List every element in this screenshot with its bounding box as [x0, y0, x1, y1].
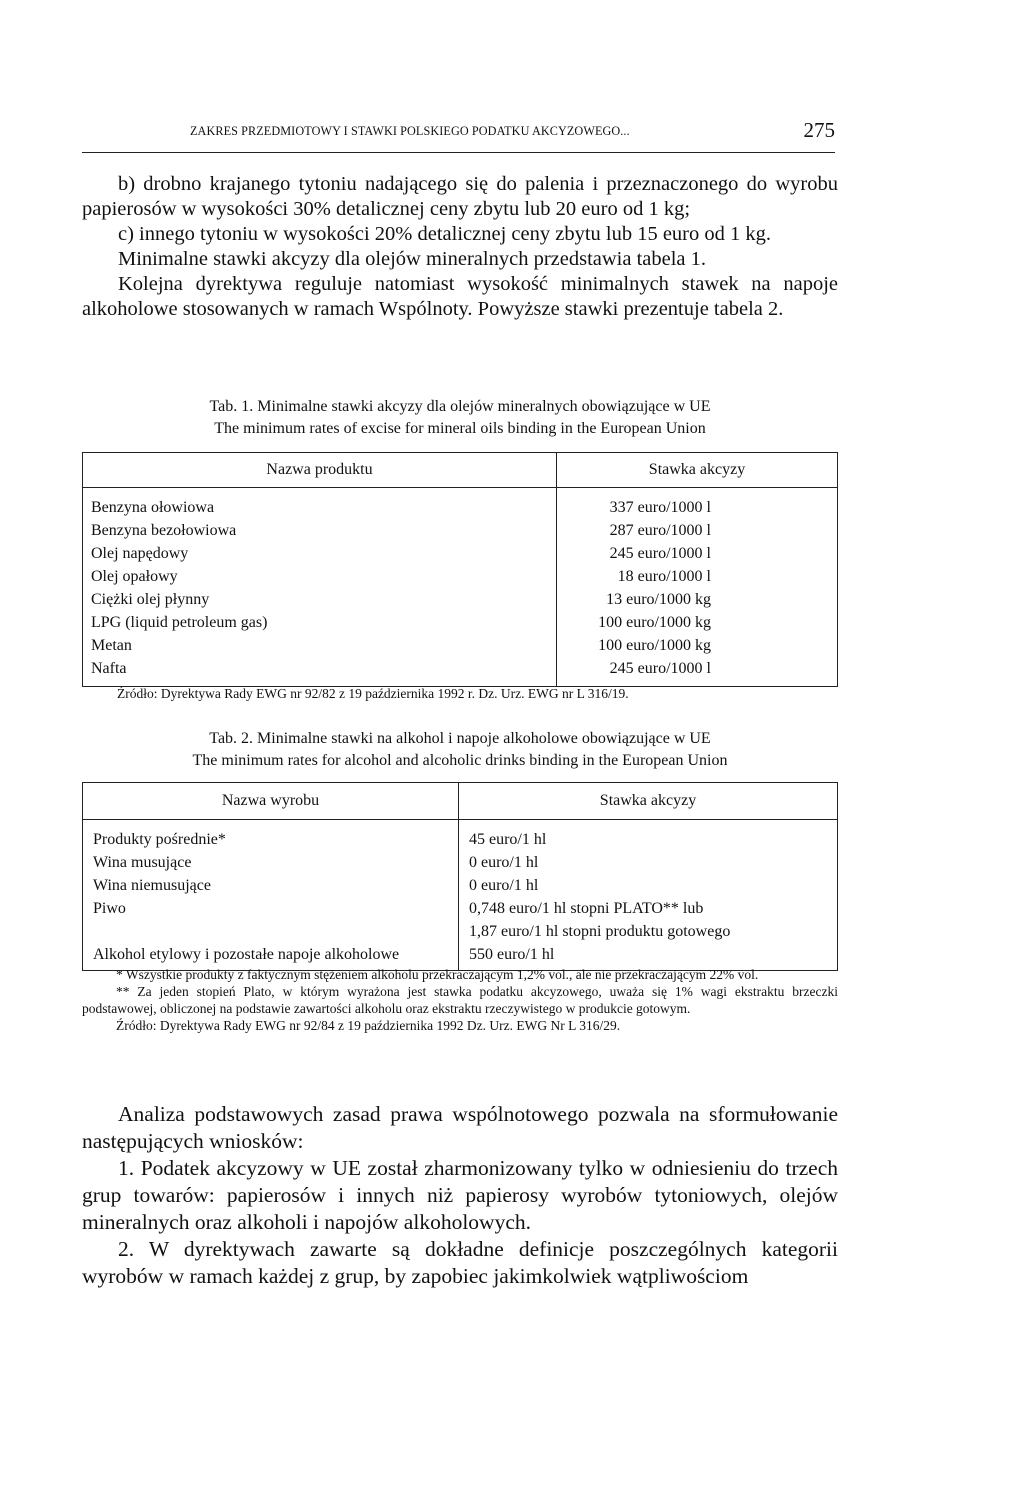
table1-cell-rate: 13 euro/1000 kg — [557, 588, 838, 611]
table1-cell-name: Metan — [91, 637, 132, 654]
table2-cell-rate: 0 euro/1 hl — [459, 874, 838, 897]
running-header — [82, 118, 835, 153]
table2-header-name: Nazwa wyrobu — [83, 783, 459, 820]
table-row — [83, 542, 838, 565]
table2-cell-name: Produkty pośrednie* — [93, 831, 226, 848]
table2-source: Źródło: Dyrektywa Rady EWG nr 92/84 z 19 października 1992 Dz. Urz. EWG Nr L 316/29. — [116, 1018, 621, 1033]
table2-cell-rate: 1,87 euro/1 hl stopni produktu gotowego — [459, 920, 838, 943]
table1-cell-rate: 287 euro/1000 l — [557, 519, 838, 542]
table1-header-name: Nazwa produktu — [83, 453, 557, 488]
table1-cell-rate: 245 euro/1000 l — [557, 542, 838, 565]
table2-caption-pl: Tab. 2. Minimalne stawki na alkohol i napoje alkoholowe obowiązujące w UE — [209, 730, 711, 747]
table-row — [83, 519, 838, 542]
table1-cell-name: Ciężki olej płynny — [91, 591, 210, 608]
table-row — [83, 634, 838, 657]
table2-cell-name — [83, 920, 459, 943]
table1-header-rate: Stawka akcyzy — [557, 453, 838, 488]
table1-caption — [82, 396, 838, 440]
footnote-2: ** Za jeden stopień Plato, w którym wyrażona jest stawka podatku akcyzowego, uważa się 1% wagi ekstraktu brzeczki podstawowej, obliczonej na podstawie zawartości alkoholu oraz ekstraktu rzeczywistego w produkcie gotowym. — [82, 984, 838, 1016]
conclusions-text — [82, 1101, 838, 1290]
table1-cell-rate: 18 euro/1000 l — [557, 565, 838, 588]
table1-cell-name: LPG (liquid petroleum gas) — [91, 614, 268, 631]
table-row — [83, 920, 838, 943]
intro-paragraph-c: c) innego tytoniu w wysokości 20% detalicznej ceny zbytu lub 15 euro od 1 kg. — [118, 223, 772, 245]
table2-cell-name: Wina niemusujące — [93, 877, 211, 894]
table1-cell-name: Benzyna bezołowiowa — [91, 522, 237, 539]
table2-header-row — [83, 783, 838, 820]
table1-header-row — [83, 453, 838, 488]
table-row — [83, 565, 838, 588]
table1-cell-rate: 245 euro/1000 l — [557, 657, 838, 687]
page-number: 275 — [803, 118, 835, 142]
table-row — [83, 488, 838, 520]
table-row — [83, 897, 838, 920]
table2 — [82, 782, 838, 971]
table2-cell-rate: 0 euro/1 hl — [459, 851, 838, 874]
intro-paragraph-oils: Minimalne stawki akcyzy dla olejów mineralnych przedstawia tabela 1. — [118, 248, 707, 270]
intro-text — [82, 172, 838, 322]
table1-cell-name: Olej napędowy — [91, 545, 189, 562]
table1-cell-name: Nafta — [91, 660, 127, 677]
table1-cell-name: Olej opałowy — [91, 568, 178, 585]
table1 — [82, 452, 838, 687]
table-row — [83, 588, 838, 611]
table2-caption-en: The minimum rates for alcohol and alcoholic drinks binding in the European Union — [192, 752, 728, 769]
intro-paragraph-alcohol: Kolejna dyrektywa reguluje natomiast wysokość minimalnych stawek na napoje alkoholowe stosowanych w ramach Wspólnoty. Powyższe stawki prezentuje tabela 2. — [82, 273, 838, 320]
table2-footnotes — [82, 966, 838, 1034]
table-row — [83, 851, 838, 874]
table1-cell-rate: 100 euro/1000 kg — [557, 611, 838, 634]
table-row — [83, 874, 838, 897]
intro-paragraph-b: b) drobno krajanego tytoniu nadającego się do palenia i przeznaczonego do wyrobu papierosów w wysokości 30% detalicznej ceny zbytu lub 20 euro od 1 kg; — [82, 173, 838, 220]
table2-cell-rate: 45 euro/1 hl — [459, 820, 838, 852]
table1-caption-en: The minimum rates of excise for mineral oils binding in the European Union — [214, 420, 706, 437]
table2-cell-name: Piwo — [93, 900, 126, 917]
table-row — [83, 657, 838, 687]
table1-cell-rate: 100 euro/1000 kg — [557, 634, 838, 657]
running-title: ZAKRES PRZEDMIOTOWY I STAWKI POLSKIEGO PODATKU AKCYZOWEGO... — [190, 124, 630, 138]
table2-caption — [82, 728, 838, 772]
table2-cell-rate: 550 euro/1 hl — [459, 943, 838, 971]
table1-caption-pl: Tab. 1. Minimalne stawki akcyzy dla olejów mineralnych obowiązujące w UE — [209, 398, 711, 415]
table2-cell-rate: 0,748 euro/1 hl stopni PLATO** lub — [459, 897, 838, 920]
table-row — [83, 820, 838, 852]
table1-cell-rate: 337 euro/1000 l — [557, 488, 838, 520]
table1-cell-name: Benzyna ołowiowa — [91, 499, 215, 516]
table2-cell-name: Wina musujące — [93, 854, 192, 871]
table-row — [83, 611, 838, 634]
table1-source: Źródło: Dyrektywa Rady EWG nr 92/82 z 19 października 1992 r. Dz. Urz. EWG nr L 316/19. — [117, 686, 629, 701]
conclusion-2: 2. W dyrektywach zawarte są dokładne definicje poszczególnych kategorii wyrobów w ramach każdej z grup, by zapobiec jakimkolwiek wątpliwościom — [82, 1237, 838, 1288]
table2-header-rate: Stawka akcyzy — [459, 783, 838, 820]
conclusions-intro: Analiza podstawowych zasad prawa wspólnotowego pozwala na sformułowanie następujących wniosków: — [82, 1102, 838, 1153]
footnote-1: * Wszystkie produkty z faktycznym stężeniem alkoholu przekraczającym 1,2% vol., ale nie przekraczającym 22% vol. — [116, 967, 759, 982]
conclusion-1: 1. Podatek akcyzowy w UE został zharmonizowany tylko w odniesieniu do trzech grup towarów: papierosów i innych niż papierosy wyrobów tytoniowych, olejów mineralnych oraz alkoholi i napojów alkoholowych. — [82, 1156, 838, 1234]
table2-cell-name: Alkohol etylowy i pozostałe napoje alkoholowe — [93, 946, 400, 963]
